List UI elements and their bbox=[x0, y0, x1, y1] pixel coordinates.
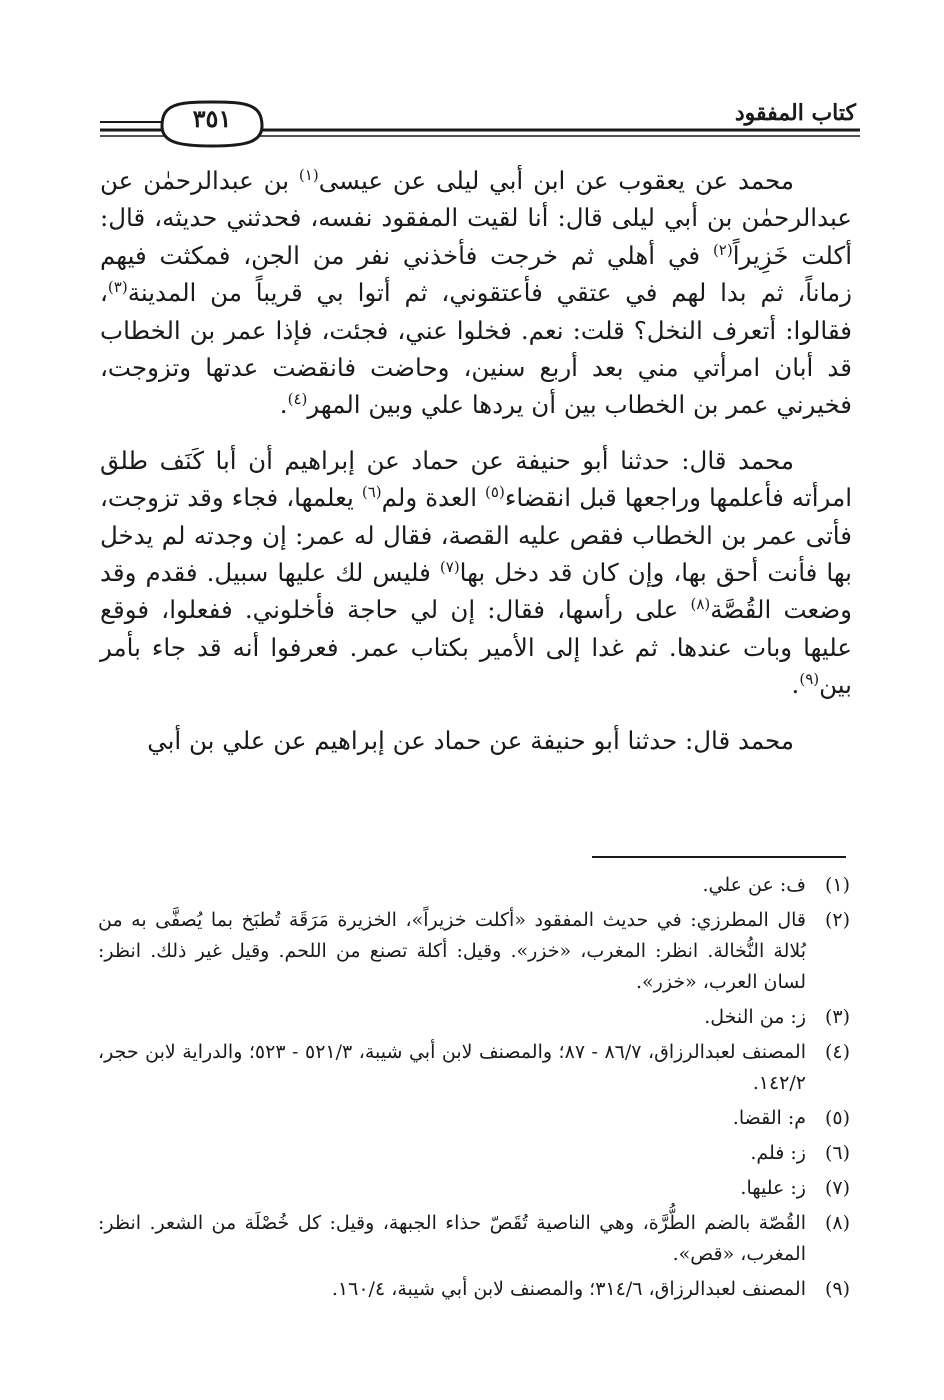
text-segment: . bbox=[279, 390, 288, 420]
footnote-text: ز: عليها. bbox=[740, 1177, 806, 1199]
footnote-text: القُصّة بالضم الطُّرَّة، وهي الناصية تُقَصّ حذاء الجبهة، وقيل: كل خُصْلَة من الشعر. انظر: المغرب، «قص». bbox=[98, 1212, 806, 1265]
text-segment: . bbox=[791, 670, 800, 700]
running-title: كتاب المفقود bbox=[734, 100, 856, 126]
footnote-marker[interactable]: (٨) bbox=[690, 595, 711, 614]
footnote-number: (٦) bbox=[824, 1142, 850, 1164]
footnote bbox=[98, 1138, 850, 1169]
footnote-number: (٨) bbox=[824, 1212, 850, 1234]
footnote-number: (٥) bbox=[824, 1107, 850, 1129]
footnote-marker[interactable]: (٤) bbox=[287, 390, 308, 409]
footnote bbox=[98, 905, 850, 998]
text-segment: محمد قال: حدثنا أبو حنيفة عن حماد عن إبراهيم عن علي بن أبي bbox=[147, 725, 794, 755]
footnote-number: (٤) bbox=[824, 1041, 850, 1063]
footnotes bbox=[98, 870, 850, 1305]
footnote-text: قال المطرزي: في حديث المفقود «أكلت خزيراً»، الخزيرة مَرَقَة تُطبَخ بما يُصفَّى به من بُلالة النُّخالة. انظر: المغرب، «خزر». وقيل: أكلة تصنع من اللحم. وقيل غير ذلك. انظر: لسان العرب، «خزر». bbox=[98, 909, 806, 993]
paragraph bbox=[100, 162, 852, 424]
text-segment: فليس لك عليها سبيل. فقدم وقد وضعت القُصَّة bbox=[100, 558, 852, 625]
text-segment: ، فقالوا: أتعرف النخل؟ قلت: نعم. فخلوا عني، فجئت، فإذا عمر بن الخطاب قد أبان امرأتي مني بعد أربع سنين، وحاضت فانقضت عدتها وتزوجت، فخيرني عمر بن الخطاب بين أن يردها علي وبين المهر bbox=[100, 278, 852, 420]
footnote-text: م: القضا. bbox=[732, 1107, 806, 1129]
footnote bbox=[98, 1002, 850, 1033]
footnote bbox=[98, 870, 850, 901]
footnote bbox=[98, 1173, 850, 1204]
footnote-text: المصنف لعبدالرزاق، ٣١٤/٦؛ والمصنف لابن أبي شيبة، ١٦٠/٤. bbox=[331, 1278, 806, 1300]
footnote-number: (٧) bbox=[824, 1177, 850, 1199]
footnote-number: (٣) bbox=[824, 1006, 850, 1028]
text-segment: محمد قال: حدثنا أبو حنيفة عن حماد عن إبراهيم أن أبا كَنَف طلق امرأته فأعلمها وراجعها قبل انقضاء bbox=[100, 445, 852, 513]
text-segment: يعلمها، فجاء وقد تزوجت، فأتى عمر بن الخطاب فقص عليه القصة، فقال له عمر: إن وجدته لم يدخل بها فأنت أحق بها، وإن كان قد دخل بها bbox=[100, 483, 852, 588]
page-header bbox=[100, 92, 860, 152]
footnote-text: المصنف لعبدالرزاق، ٨٦/٧ - ٨٧؛ والمصنف لابن أبي شيبة، ٥٢١/٣ - ٥٢٣؛ والدراية لابن حجر، ١٤٢/٢. bbox=[98, 1041, 806, 1094]
paragraph bbox=[100, 442, 852, 704]
footnote-marker[interactable]: (١) bbox=[298, 165, 319, 184]
footnote bbox=[98, 1037, 850, 1099]
footnote-separator bbox=[592, 856, 846, 858]
footnote-number: (٩) bbox=[824, 1278, 850, 1300]
page-number: ٣٥١ bbox=[192, 104, 232, 133]
text-segment: في أهلي ثم خرجت فأخذني نفر من الجن، فمكثت فيهم زماناً، ثم بدا لهم في عتقي فأعتقوني، ثم أتوا بي قريباً من المدينة bbox=[100, 240, 852, 308]
footnote-text: ز: فلم. bbox=[750, 1142, 806, 1164]
text-segment: على رأسها، فقال: إن لي حاجة فأخلوني. ففعلوا، فوقع عليها وبات عندها. ثم غدا إلى الأمير بكتاب عمر. فعرفوا أنه قد جاء بأمر بين bbox=[100, 595, 852, 700]
text-segment: محمد عن يعقوب عن ابن أبي ليلى عن عيسى bbox=[318, 166, 794, 195]
footnote-text: ف: عن علي. bbox=[702, 874, 806, 896]
footnote-marker[interactable]: (٥) bbox=[485, 483, 505, 502]
footnote-number: (١) bbox=[824, 874, 850, 896]
footnote-text: ز: من النخل. bbox=[704, 1006, 806, 1028]
footnote-marker[interactable]: (٣) bbox=[107, 278, 128, 297]
main-text bbox=[100, 162, 852, 777]
text-segment: العدة ولم bbox=[381, 483, 486, 513]
footnote-marker[interactable]: (٢) bbox=[712, 240, 733, 259]
footnote-marker[interactable]: (٦) bbox=[361, 483, 382, 502]
footnote-marker[interactable]: (٩) bbox=[799, 670, 820, 689]
text-segment: بن عبدالرحمٰن عن عبدالرحمٰن بن أبي ليلى قال: أنا لقيت المفقود نفسه، فحدثني حديثه، قال: أكلت خَزِيراً bbox=[100, 166, 853, 270]
footnote bbox=[98, 1274, 850, 1305]
footnote-marker[interactable]: (٧) bbox=[439, 557, 460, 576]
footnote-number: (٢) bbox=[824, 909, 850, 931]
footnote bbox=[98, 1208, 850, 1270]
paragraph bbox=[100, 722, 852, 759]
footnote bbox=[98, 1103, 850, 1134]
